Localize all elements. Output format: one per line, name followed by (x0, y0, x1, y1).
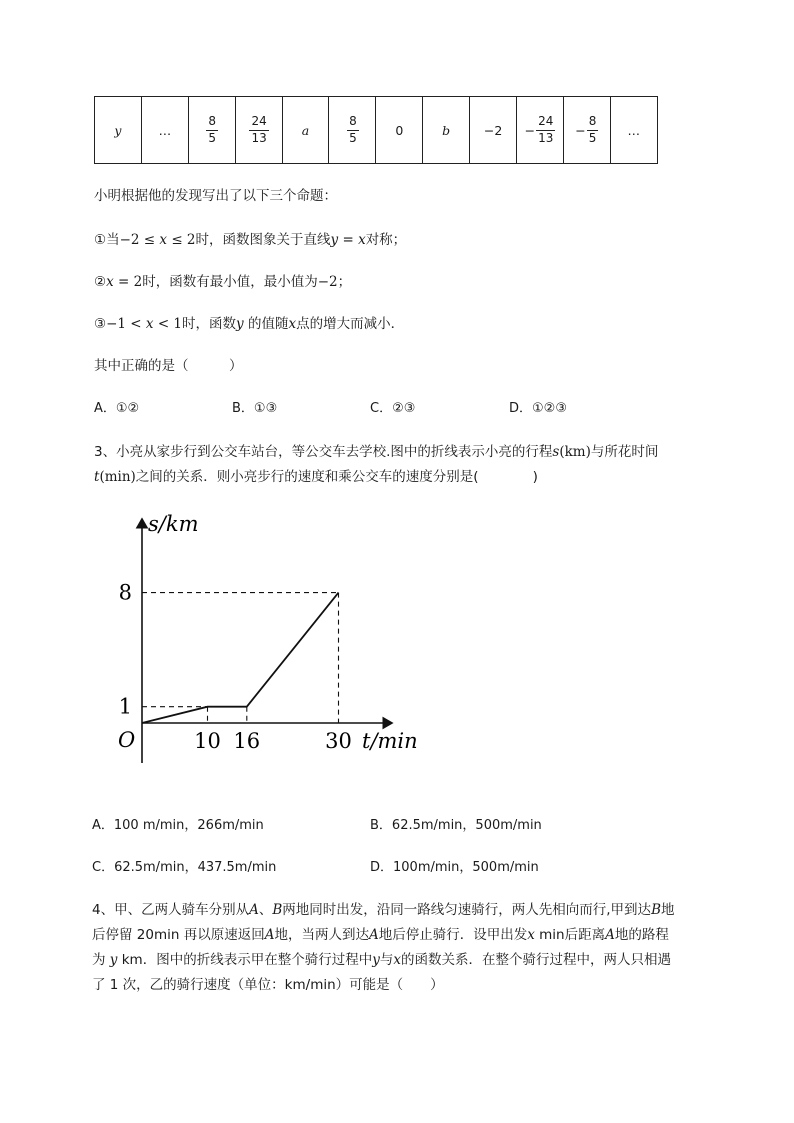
q4-stem-line-1: 4、甲、乙两人骑车分别从A、B两地同时出发，沿同一路线匀速骑行，两人先相向而行,甲到达B地 (92, 902, 675, 918)
table-row-label: y (95, 97, 142, 164)
value-table (94, 96, 658, 164)
proposition-2: ②x = 2时，函数有最小值，最小值为−2； (94, 274, 352, 290)
table-cell: −2 (470, 97, 517, 164)
q4-stem-line-3: 为 y km．图中的折线表示甲在整个骑行过程中y与x的函数关系．在整个骑行过程中，两人只相遇 (92, 952, 671, 968)
table-cell: − $\frac{8}{5}$ (563, 97, 610, 164)
q4-stem-line-2: 后停留 20min 再以原速返回A地，当两人到达A地后停止骑行．设甲出发x min后距离A地的路程 (92, 927, 669, 943)
table-cell: a (282, 97, 329, 164)
table-cell: 0 (376, 97, 423, 164)
y-tick-label: 1 (118, 694, 132, 719)
q3-stem-line-2: t(min)之间的关系．则小亮步行的速度和乘公交车的速度分别是( ) (94, 469, 538, 485)
distance-time-chart (100, 505, 430, 770)
q2-option-b[interactable]: B．①③ (232, 401, 278, 416)
table-cell: b (423, 97, 470, 164)
q2-option-d[interactable]: D．①②③ (509, 401, 567, 416)
x-tick-label: 30 (325, 729, 352, 753)
table-cell: … (141, 97, 188, 164)
y-tick-label: 8 (118, 580, 132, 605)
x-tick-label: 10 (194, 729, 221, 753)
q3-option-c[interactable]: C．62.5m/min，437.5m/min (92, 860, 277, 875)
q3-stem-line-1: 3、小亮从家步行到公交车站台，等公交车去学校.图中的折线表示小亮的行程s(km)与所花时间 (94, 444, 659, 460)
proposition-1: ①当−2 ≤ x ≤ 2时，函数图象关于直线y = x对称； (94, 232, 407, 248)
q4-stem-line-4: 了 1 次，乙的骑行速度（单位：km/min）可能是（ ） (92, 977, 444, 993)
q2-option-a[interactable]: A．①② (94, 401, 140, 416)
q3-option-b[interactable]: B．62.5m/min，500m/min (370, 818, 542, 833)
q2-intro: 小明根据他的发现写出了以下三个命题： (94, 188, 337, 204)
y-axis-label: s/km (148, 512, 199, 536)
table-cell: $\frac{8}{5}$ (188, 97, 235, 164)
table-cell: − $\frac{24}{13}$ (517, 97, 564, 164)
table-cell: $\frac{8}{5}$ (329, 97, 376, 164)
q3-option-a[interactable]: A．100 m/min，266m/min (92, 818, 264, 833)
q3-option-d[interactable]: D．100m/min，500m/min (370, 860, 539, 875)
table-row (95, 97, 658, 164)
table-cell: $\frac{24}{13}$ (235, 97, 282, 164)
series-line (142, 593, 339, 723)
x-tick-label: 16 (233, 729, 261, 753)
proposition-3: ③−1 < x < 1时，函数y 的值随x点的增大而减小． (94, 316, 405, 332)
table-cell: … (610, 97, 657, 164)
origin-label: O (118, 728, 136, 752)
q2-option-c[interactable]: C．②③ (370, 401, 416, 416)
x-axis-label: t/min (362, 729, 418, 753)
q2-question: 其中正确的是（ ） (94, 358, 243, 374)
